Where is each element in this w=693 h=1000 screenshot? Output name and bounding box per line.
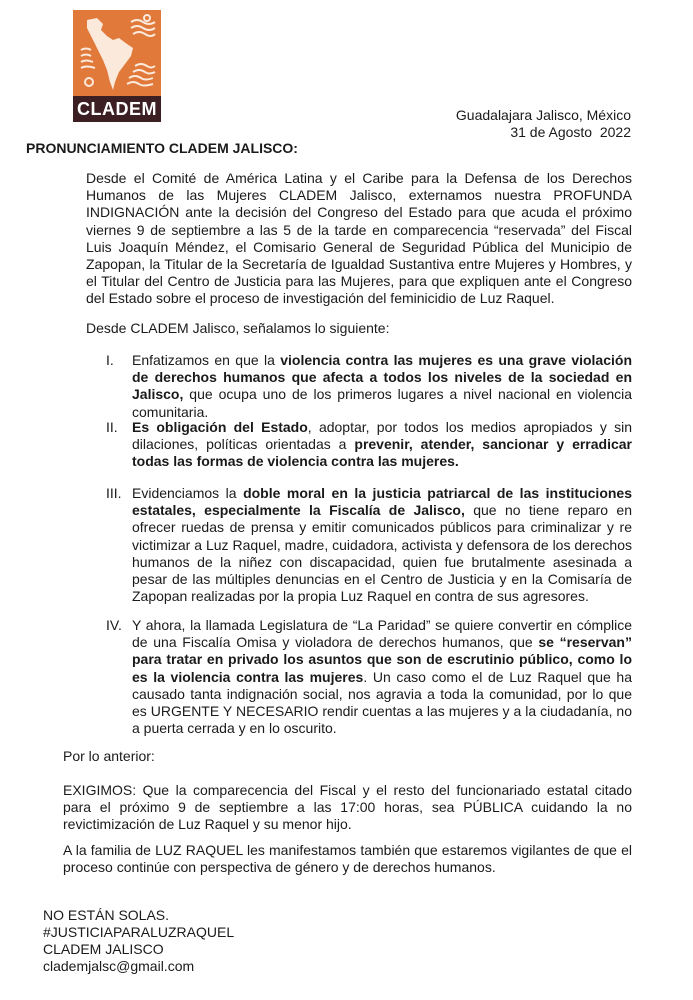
emphasis-text: Es obligación del Estado: [132, 419, 308, 435]
item-number: I.: [106, 352, 114, 368]
item-text: [132, 617, 632, 737]
document-title: PRONUNCIAMIENTO CLADEM JALISCO:: [26, 140, 298, 156]
list-item-3: [86, 485, 632, 605]
emphasis-text: violencia contra las mujeres es una grave violación de derechos humanos que afecta a todos los niveles de la sociedad en Jalisco,: [132, 352, 632, 403]
body-text: Enfatizamos en que la: [132, 352, 281, 368]
body-text: Y ahora, la llamada Legislatura de “La Paridad” se quiere convertir en cómplice de una Fiscalía Omisa y violadora de derechos humanos, que: [132, 617, 632, 651]
list-item-2: [86, 419, 632, 471]
emphasis-text: se “reservan” para tratar en privado los asuntos que son de escrutinio público, como lo es la violencia contra las mujeres: [132, 634, 632, 685]
body-text: Evidenciamos la: [132, 485, 244, 501]
list-item-1: [86, 352, 632, 421]
logo-text: CLADEM: [73, 96, 161, 122]
list-item-4: [86, 617, 632, 737]
emphasis-text: doble moral en la justicia patriarcal de las instituciones estatales, especialmente la Fiscalía de Jalisco,: [132, 485, 632, 519]
hashtag: #JUSTICIAPARALUZRAQUEL: [43, 924, 235, 940]
item-text: [132, 485, 632, 605]
contact-email[interactable]: clademjalsc@gmail.com: [43, 958, 195, 974]
item-text: [132, 419, 632, 471]
item-text: [132, 352, 632, 421]
intro-paragraph: Desde el Comité de América Latina y el Caribe para la Defensa de los Derechos Humanos de las Mujeres CLADEM Jalisco, externamos nuestra PROFUNDA INDIGNACIÓN ante la decisión del Congreso del Estado para que acuda el próximo viernes 9 de septiembre a las 5 de la tarde en comparecencia “reservada” del Fiscal Luis Joaquín Méndez, el Comisario General de Seguridad Pública del Municipio de Zapopan, la Titular de la Secretaría de Igualdad Sustantiva entre Mujeres y Hombres, y el Titular del Centro de Justicia para las Mujeres, para que expliquen ante el Congreso del Estado sobre el proceso de investigación del feminicidio de Luz Raquel.: [86, 170, 632, 307]
item-number: II.: [106, 419, 118, 435]
organization-name: CLADEM JALISCO: [43, 941, 164, 957]
location: Guadalajara Jalisco, México: [455, 107, 631, 123]
cladem-logo: [73, 10, 161, 122]
conclusion-lead: Por lo anterior:: [63, 748, 155, 764]
lead-paragraph: Desde CLADEM Jalisco, señalamos lo siguiente:: [86, 320, 390, 336]
place-date: [456, 107, 631, 141]
item-number: III.: [106, 485, 122, 501]
body-text: que ocupa uno de los primeros lugares a nivel nacional en violencia comunitaria.: [132, 386, 632, 420]
family-paragraph: A la familia de LUZ RAQUEL les manifestamos también que estaremos vigilantes de que el proceso continúe con perspectiva de género y de derechos humanos.: [63, 842, 632, 876]
signature-line: NO ESTÁN SOLAS.: [43, 907, 170, 923]
body-text: que no tiene reparo en ofrecer ruedas de prensa y emitir comunicados públicos para criminalizar y re victimizar a Luz Raquel, madre, cuidadora, activista y defensora de los derechos humanos de la niñez con discapacidad, quien fue brutalmente asesinada a pesar de las múltiples denuncias en el Centro de Justicia y en la Comisaría de Zapopan realizadas por la propia Luz Raquel en contra de sus agresores.: [132, 502, 633, 605]
body-text: , adoptar, por todos los medios apropiados y sin dilaciones, políticas orientadas a: [132, 419, 632, 453]
demand-paragraph: EXIGIMOS: Que la comparecencia del Fiscal y el resto del funcionariado estatal citado para el próximo 9 de septiembre a las 17:00 horas, sea PÚBLICA cuidando la no revictimización de Luz Raquel y su menor hijo.: [63, 782, 632, 833]
body-text: . Un caso como el de Luz Raquel que ha causado tanta indignación social, nos agravia a toda la comunidad, por lo que es URGENTE Y NECESARIO rendir cuentas a las mujeres y a la ciudadanía, no a puerta cerrada y en lo oscurito.: [132, 668, 632, 737]
signature-block: [43, 907, 234, 975]
logo-map-graphic: [73, 10, 161, 96]
item-number: IV.: [106, 617, 122, 633]
emphasis-text: prevenir, atender, sancionar y erradicar todas las formas de violencia contra las mujeres.: [132, 436, 633, 470]
date: 31 de Agosto 2022: [510, 124, 631, 140]
